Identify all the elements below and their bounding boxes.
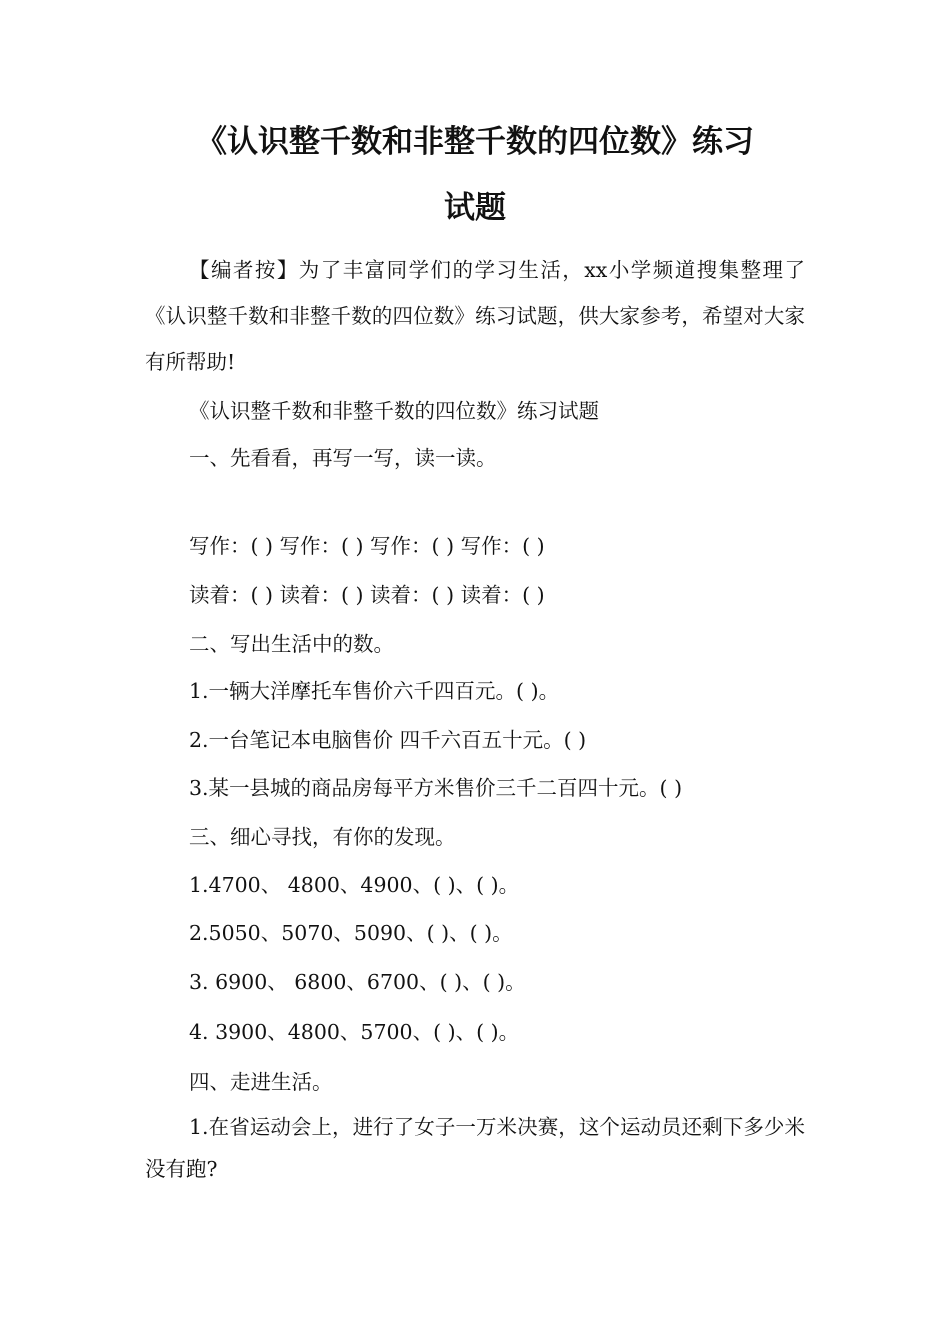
section1-read-line: 读着：( ) 读着：( ) 读着：( ) 读着：( )	[189, 583, 545, 607]
section2-heading: 二、写出生活中的数。	[189, 632, 394, 656]
section4-heading: 四、走进生活。	[189, 1070, 333, 1094]
section3-question-2: 2.5050、5070、5090、( )、( )。	[189, 921, 513, 945]
section1-heading: 一、先看看，再写一写，读一读。	[189, 446, 497, 470]
exercise-subtitle: 《认识整千数和非整千数的四位数》练习试题	[189, 399, 599, 423]
section2-question-1: 1.一辆大洋摩托车售价六千四百元。( )。	[189, 679, 560, 703]
section3-heading: 三、细心寻找，有你的发现。	[189, 825, 456, 849]
editor-note-paragraph: 【编者按】为了丰富同学们的学习生活，xx小学频道搜集整理了《认识整千数和非整千数的四位数》练习试题，供大家参考，希望对大家有所帮助!	[145, 258, 805, 374]
section2-question-3: 3.某一县城的商品房每平方米售价三千二百四十元。( )	[189, 776, 683, 800]
document-title-line2: 试题	[444, 190, 506, 226]
section4-question-1: 1.在省运动会上，进行了女子一万米决赛，这个运动员还剩下多少米没有跑?	[145, 1115, 805, 1181]
section2-question-2: 2.一台笔记本电脑售价 四千六百五十元。( )	[189, 728, 587, 752]
document-title-line1: 《认识整千数和非整千数的四位数》练习	[196, 124, 754, 160]
section1-write-line: 写作：( ) 写作：( ) 写作：( ) 写作：( )	[189, 534, 545, 558]
section3-question-4: 4. 3900、4800、5700、( )、( )。	[189, 1020, 520, 1044]
section3-question-3: 3. 6900、 6800、6700、( )、( )。	[189, 970, 526, 994]
section3-question-1: 1.4700、 4800、4900、( )、( )。	[189, 873, 520, 897]
